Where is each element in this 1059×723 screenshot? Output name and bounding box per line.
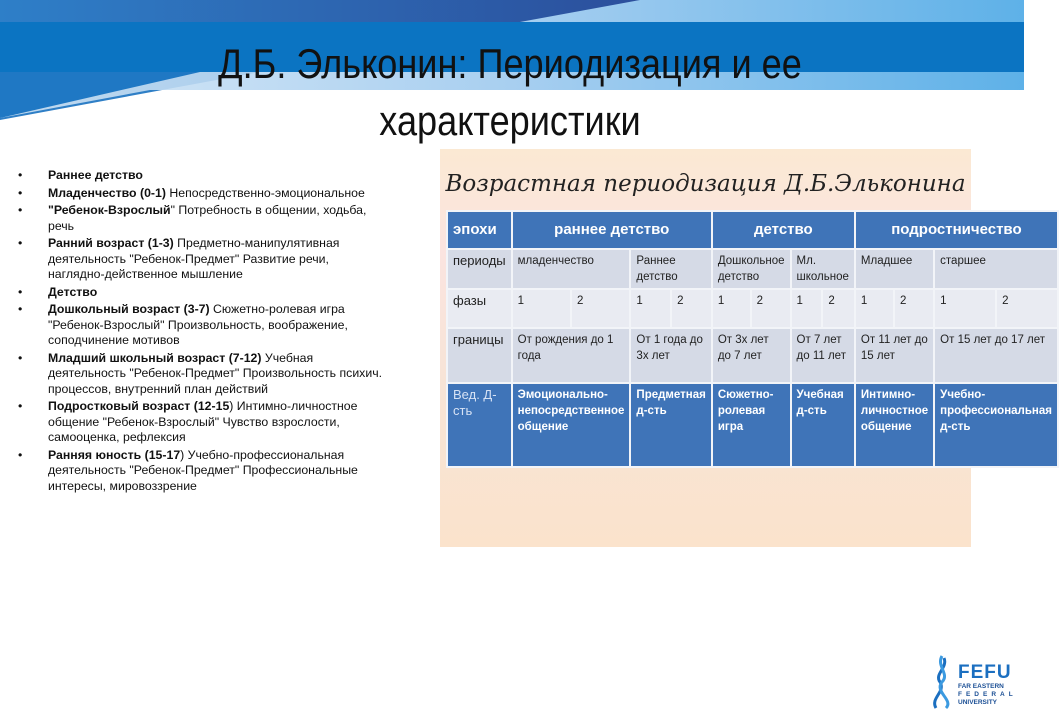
phase-cell: 1 [630, 289, 671, 328]
periodization-table [446, 210, 1059, 468]
row-label: эпохи [447, 211, 512, 249]
phase-cell: 2 [571, 289, 630, 328]
border-cell: От 1 года до 3х лет [630, 328, 711, 383]
phase-cell: 2 [822, 289, 855, 328]
phase-cell: 1 [855, 289, 894, 328]
bullet-item: • Младший школьный возраст (7-12) Учебная деятельность "Ребенок-Предмет" Произвольность психич. процессов, внутренний план действий [18, 351, 388, 398]
epoch-cell: подростничество [855, 211, 1058, 249]
phase-cell: 1 [512, 289, 571, 328]
slide-title-line2: характеристики [379, 97, 641, 144]
border-cell: От 11 лет до 15 лет [855, 328, 934, 383]
table-row-phases [447, 289, 1058, 328]
leading-cell: Сюжетно-ролевая игра [712, 383, 791, 467]
table-title: Возрастная периодизация Д.Б.Эльконина [445, 171, 966, 197]
svg-text:FAR EASTERN: FAR EASTERN [958, 683, 1004, 690]
periodization-table-image [440, 149, 1052, 547]
table-row-periods [447, 249, 1058, 289]
bullet-item: • Ранний возраст (1-3) Предметно-манипулятивная деятельность "Ребенок-Предмет" Развитие речи, наглядно-действенное мышление [18, 236, 388, 283]
row-label: Вед. Д-сть [447, 383, 512, 467]
period-cell: старшее [934, 249, 1058, 289]
helix-icon [935, 656, 948, 708]
svg-text:UNIVERSITY: UNIVERSITY [958, 699, 998, 706]
border-cell: От 3х лет до 7 лет [712, 328, 791, 383]
bullet-item: • Детство [18, 285, 388, 301]
leading-cell: Учебно-профессиональная д-сть [934, 383, 1058, 467]
epoch-cell: детство [712, 211, 855, 249]
phase-cell: 2 [751, 289, 791, 328]
border-cell: От 7 лет до 11 лет [791, 328, 855, 383]
bullet-list [18, 168, 388, 496]
phase-cell: 1 [934, 289, 996, 328]
svg-text:FEFU: FEFU [958, 662, 1012, 683]
bullet-item: • Раннее детство [18, 168, 388, 184]
table-row-leading-activity [447, 383, 1058, 467]
period-cell: Мл. школьное [791, 249, 855, 289]
bullet-item: • Младенчество (0-1) Непосредственно-эмоциональное [18, 186, 388, 202]
svg-text:FEDERAL: FEDERAL [958, 691, 1017, 698]
phase-cell: 2 [996, 289, 1058, 328]
slide-title-line1: Д.Б. Эльконин: Периодизация и ее [218, 40, 802, 87]
bullet-item: • "Ребенок-Взрослый" Потребность в общении, ходьба, речь [18, 203, 388, 234]
table-row-borders [447, 328, 1058, 383]
row-label: границы [447, 328, 512, 383]
phase-cell: 2 [671, 289, 712, 328]
bullet-item: • Ранняя юность (15-17) Учебно-профессиональная деятельность "Ребенок-Предмет" Профессиональные интересы, мировоззрение [18, 448, 388, 495]
epoch-cell: раннее детство [512, 211, 712, 249]
fefu-logo [928, 652, 1020, 712]
phase-cell: 1 [791, 289, 823, 328]
row-label: фазы [447, 289, 512, 328]
leading-cell: Предметная д-сть [630, 383, 711, 467]
period-cell: Раннее детство [630, 249, 711, 289]
bullet-item: • Дошкольный возраст (3-7) Сюжетно-ролевая игра "Ребенок-Взрослый" Произвольность, воображение, соподчинение мотивов [18, 302, 388, 349]
leading-cell: Интимно-личностное общение [855, 383, 934, 467]
period-cell: Дошкольное детство [712, 249, 791, 289]
table-row-epochs [447, 211, 1058, 249]
phase-cell: 2 [894, 289, 934, 328]
leading-cell: Эмоционально-непосредственное общение [512, 383, 631, 467]
period-cell: младенчество [512, 249, 631, 289]
border-cell: От рождения до 1 года [512, 328, 631, 383]
bullet-item: • Подростковый возраст (12-15) Интимно-личностное общение "Ребенок-Взрослый" Чувство взрослости, самооценка, рефлексия [18, 399, 388, 446]
leading-cell: Учебная д-сть [791, 383, 855, 467]
border-cell: От 15 лет до 17 лет [934, 328, 1058, 383]
phase-cell: 1 [712, 289, 751, 328]
period-cell: Младшее [855, 249, 934, 289]
row-label: периоды [447, 249, 512, 289]
